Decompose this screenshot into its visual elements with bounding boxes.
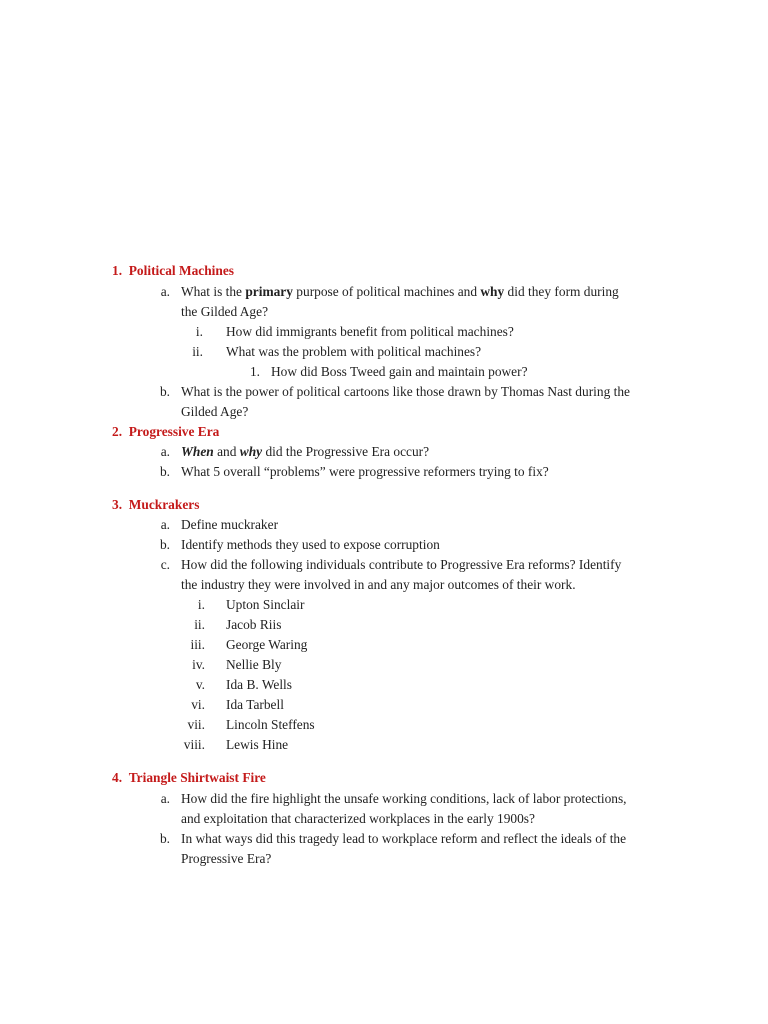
section-heading-political-machines — [112, 261, 234, 281]
item-marker: viii. — [183, 737, 205, 752]
item-marker: iii. — [190, 637, 205, 652]
question-3c — [157, 555, 621, 575]
question-text: What is the power of political cartoons like those drawn by Thomas Nast during the — [181, 384, 630, 399]
item-marker: ii. — [192, 344, 203, 359]
question-text: What is the — [181, 284, 246, 299]
section-heading-progressive-era — [112, 422, 219, 442]
person-name: Jacob Riis — [226, 617, 282, 632]
section-number: 3. — [112, 497, 123, 512]
item-marker: a. — [160, 791, 170, 806]
question-4b-continued: Progressive Era? — [181, 851, 272, 866]
person-item — [181, 735, 288, 755]
bold-term-when: When — [181, 444, 214, 459]
person-item — [181, 635, 307, 655]
question-1a — [157, 282, 619, 302]
question-text: did they form during — [504, 284, 619, 299]
section-heading-triangle-shirtwaist-fire — [112, 768, 266, 788]
section-title: Muckrakers — [128, 497, 200, 512]
question-text: Define muckraker — [181, 517, 279, 532]
question-1a-i — [181, 322, 514, 342]
item-marker: c. — [160, 557, 170, 572]
person-name: George Waring — [226, 637, 308, 652]
question-text: How did the fire highlight the unsafe working conditions, lack of labor protections, — [181, 791, 627, 806]
section-number: 4. — [112, 770, 123, 785]
question-4b — [157, 829, 626, 849]
item-marker: b. — [159, 537, 170, 552]
item-marker: i. — [197, 597, 205, 612]
question-4a — [157, 789, 627, 809]
item-marker: ii. — [194, 617, 205, 632]
question-1b-continued: Gilded Age? — [181, 404, 249, 419]
section-title: Progressive Era — [128, 424, 220, 439]
question-3c-continued: the industry they were involved in and any major outcomes of their work. — [181, 577, 576, 592]
question-1a-ii — [181, 342, 481, 362]
question-1a-ii-1 — [247, 362, 528, 382]
person-item — [181, 615, 281, 635]
question-text: How did immigrants benefit from political machines? — [226, 324, 514, 339]
question-4a-continued: and exploitation that characterized workplaces in the early 1900s? — [181, 811, 535, 826]
section-title: Political Machines — [128, 263, 234, 278]
question-text: purpose of political machines and — [292, 284, 481, 299]
question-text: did the Progressive Era occur? — [262, 444, 430, 459]
section-heading-muckrakers — [112, 495, 199, 515]
question-text: Identify methods they used to expose corruption — [181, 537, 440, 552]
question-2a — [157, 442, 429, 462]
question-1a-continued: the Gilded Age? — [181, 304, 269, 319]
person-item — [181, 695, 284, 715]
section-title: Triangle Shirtwaist Fire — [128, 770, 266, 785]
person-item — [181, 595, 304, 615]
question-3a — [157, 515, 278, 535]
item-marker: b. — [159, 831, 170, 846]
item-marker: 1. — [249, 364, 260, 379]
person-item — [181, 675, 292, 695]
item-marker: vi. — [191, 697, 205, 712]
item-marker: vii. — [187, 717, 205, 732]
question-text: What 5 overall “problems” were progressive reformers trying to fix? — [181, 464, 549, 479]
question-text: What was the problem with political machines? — [226, 344, 482, 359]
person-name: Lincoln Steffens — [226, 717, 315, 732]
item-marker: a. — [160, 284, 170, 299]
question-3b — [157, 535, 440, 555]
question-1b — [157, 382, 630, 402]
section-number: 1. — [112, 263, 123, 278]
question-2b — [157, 462, 549, 482]
item-marker: a. — [160, 517, 170, 532]
item-marker: b. — [159, 384, 170, 399]
item-marker: i. — [195, 324, 203, 339]
person-name: Lewis Hine — [226, 737, 289, 752]
person-name: Ida B. Wells — [226, 677, 292, 692]
person-item — [181, 715, 315, 735]
question-text: How did Boss Tweed gain and maintain power? — [271, 364, 528, 379]
person-name: Ida Tarbell — [226, 697, 284, 712]
question-text: How did the following individuals contribute to Progressive Era reforms? Identify — [181, 557, 622, 572]
person-name: Upton Sinclair — [226, 597, 305, 612]
item-marker: a. — [160, 444, 170, 459]
question-text: and — [213, 444, 240, 459]
bold-term-why: why — [480, 284, 505, 299]
person-name: Nellie Bly — [226, 657, 282, 672]
bold-term-primary: primary — [245, 284, 293, 299]
question-text: In what ways did this tragedy lead to workplace reform and reflect the ideals of the — [181, 831, 627, 846]
person-item — [181, 655, 281, 675]
item-marker: v. — [195, 677, 205, 692]
item-marker: iv. — [192, 657, 205, 672]
bold-term-why: why — [239, 444, 263, 459]
item-marker: b. — [159, 464, 170, 479]
section-number: 2. — [112, 424, 123, 439]
